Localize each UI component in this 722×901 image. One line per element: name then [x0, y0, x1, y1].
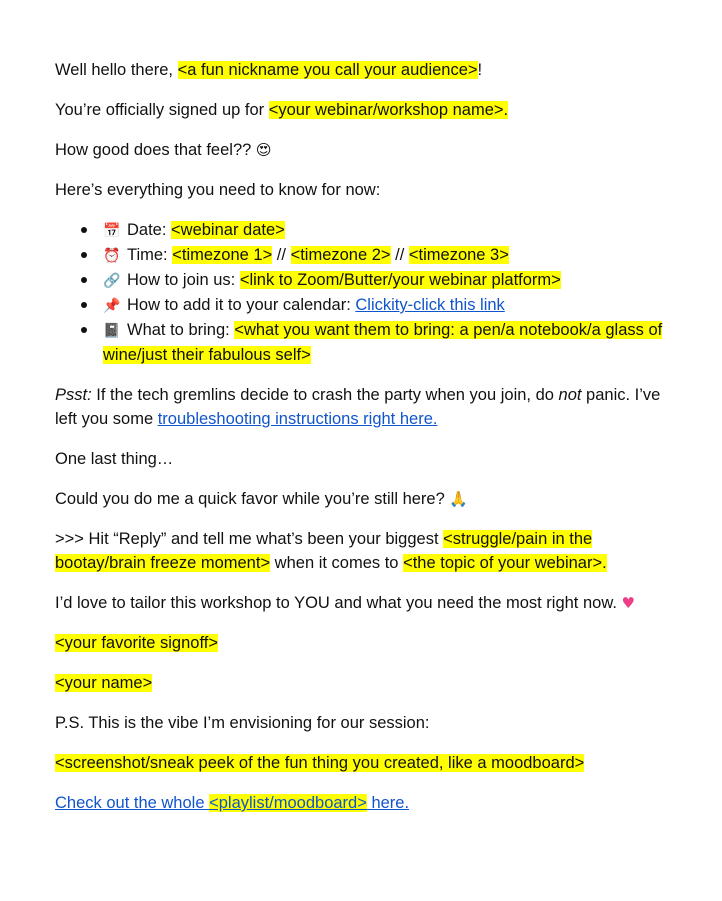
- tailor-paragraph: [55, 591, 685, 615]
- signoff-placeholder: <your favorite signoff>: [55, 634, 218, 652]
- greeting-exclaim: !: [477, 61, 483, 79]
- struggle-placeholder: <struggle/pain in the bootay/brain freeze moment>: [55, 530, 593, 572]
- list-item-date: [55, 218, 685, 243]
- favor-text: Could you do me a quick favor while you’re still here?: [55, 490, 450, 508]
- bullet-icon: [81, 302, 87, 308]
- details-list: [55, 218, 685, 367]
- ps-paragraph: P.S. This is the vibe I’m envisioning for our session:: [55, 714, 430, 732]
- screenshot-paragraph: [55, 751, 685, 775]
- bring-placeholder: <what you want them to bring: a pen/a notebook/a glass of wine/just their fabulous self>: [103, 321, 663, 364]
- list-item-time: [55, 243, 685, 268]
- bullet-icon: [81, 227, 87, 233]
- bullet-icon: [81, 327, 87, 333]
- list-item-bring: [55, 318, 685, 367]
- time-separator: //: [272, 246, 291, 264]
- topic-placeholder: <the topic of your webinar>.: [403, 554, 607, 572]
- checkout-link[interactable]: [55, 794, 409, 812]
- calendar-link[interactable]: Clickity-click this link: [355, 296, 505, 314]
- link-icon: 🔗: [103, 273, 121, 289]
- webinar-name-placeholder: <your webinar/workshop name>.: [268, 101, 509, 119]
- feel-text: How good does that feel??: [55, 141, 256, 159]
- heart-eyes-icon: 😍: [255, 141, 272, 159]
- reply-text-2: when it comes to: [270, 554, 404, 572]
- psst-emphasis: not: [558, 386, 582, 404]
- playlist-placeholder: <playlist/moodboard>: [209, 794, 367, 812]
- date-label: Date:: [127, 221, 172, 239]
- bullet-icon: [81, 252, 87, 258]
- notebook-icon: 📓: [103, 323, 121, 339]
- email-body: [55, 58, 685, 815]
- psst-label: Psst:: [55, 386, 92, 404]
- psst-text-2: panic. I’ve left you some: [55, 386, 661, 428]
- time-separator: //: [390, 246, 409, 264]
- calendar-label: How to add it to your calendar:: [127, 296, 356, 314]
- feel-paragraph: [55, 138, 685, 162]
- reply-text: >>> Hit “Reply” and tell me what’s been your biggest: [55, 530, 444, 548]
- signoff-paragraph: [55, 631, 685, 655]
- checkout-text-end: here.: [366, 794, 410, 812]
- name-placeholder: <your name>: [55, 674, 153, 692]
- name-paragraph: [55, 671, 685, 695]
- psst-paragraph: [55, 383, 685, 431]
- signup-text: You’re officially signed up for: [55, 101, 269, 119]
- list-item-calendar: [55, 293, 685, 318]
- time-label: Time:: [127, 246, 173, 264]
- bullet-icon: [81, 277, 87, 283]
- heart-icon: ♥: [621, 594, 635, 612]
- timezone-3-placeholder: <timezone 3>: [408, 246, 509, 264]
- join-link-placeholder: <link to Zoom/Butter/your webinar platform>: [239, 271, 561, 289]
- signup-paragraph: [55, 98, 685, 122]
- timezone-1-placeholder: <timezone 1>: [172, 246, 273, 264]
- screenshot-placeholder: <screenshot/sneak peek of the fun thing you created, like a moodboard>: [55, 754, 585, 772]
- date-placeholder: <webinar date>: [171, 221, 285, 239]
- intro-paragraph: Here’s everything you need to know for now:: [55, 181, 381, 199]
- greeting-paragraph: [55, 58, 685, 82]
- timezone-2-placeholder: <timezone 2>: [290, 246, 391, 264]
- alarm-clock-icon: ⏰: [103, 248, 121, 264]
- calendar-icon: 📅: [103, 223, 121, 239]
- tailor-text: I’d love to tailor this workshop to YOU and what you need the most right now.: [55, 594, 622, 612]
- bring-label: What to bring:: [127, 321, 235, 339]
- checkout-paragraph: [55, 791, 685, 815]
- psst-text: If the tech gremlins decide to crash the party when you join, do: [91, 386, 559, 404]
- last-thing-paragraph: One last thing…: [55, 450, 174, 468]
- join-label: How to join us:: [127, 271, 240, 289]
- checkout-text: Check out the whole: [55, 794, 210, 812]
- troubleshooting-link[interactable]: troubleshooting instructions right here.: [157, 410, 438, 428]
- greeting-text: Well hello there,: [55, 61, 178, 79]
- list-item-join: [55, 268, 685, 293]
- nickname-placeholder: <a fun nickname you call your audience>: [177, 61, 478, 79]
- favor-paragraph: [55, 487, 685, 511]
- reply-paragraph: [55, 527, 685, 575]
- folded-hands-icon: 🙏: [449, 490, 469, 508]
- pushpin-icon: 📌: [103, 298, 121, 314]
